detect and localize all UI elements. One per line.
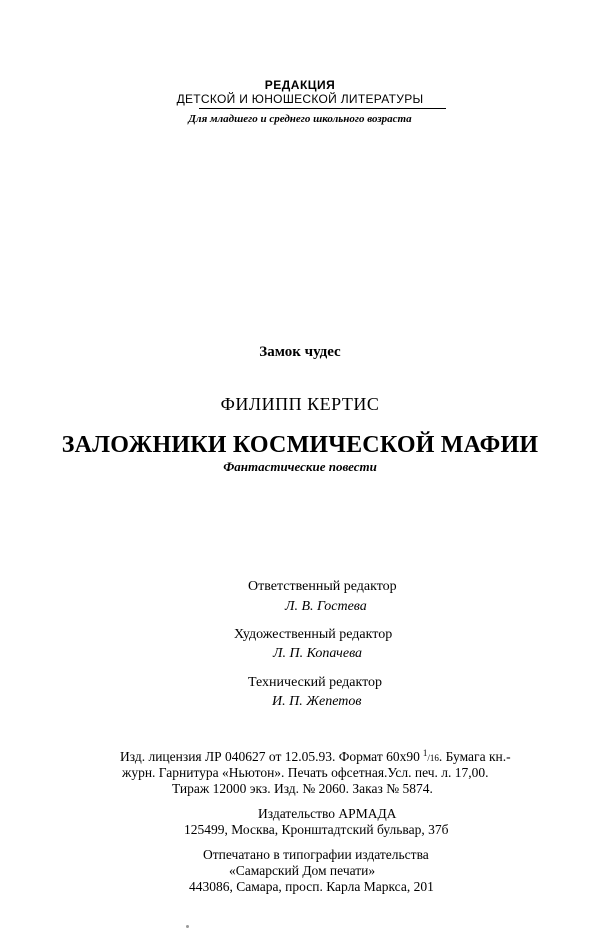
format-fraction-denominator: /16 — [427, 753, 439, 763]
editor-name: И. П. Жепетов — [272, 694, 362, 709]
editor-role: Ответственный редактор — [248, 579, 397, 594]
scan-speck — [186, 925, 189, 928]
genre-subtitle: Фантастические повести — [223, 459, 377, 474]
printer-address: 443086, Самара, просп. Карла Маркса, 201 — [189, 879, 434, 894]
publisher-name: Издательство АРМАДА — [258, 806, 397, 821]
editorial-department: ДЕТСКОЙ И ЮНОШЕСКОЙ ЛИТЕРАТУРЫ — [176, 92, 424, 106]
author-name: ФИЛИПП КЕРТИС — [220, 394, 380, 414]
imprint-text: . Бумага кн.- — [438, 749, 511, 764]
imprint-text: Изд. лицензия ЛР 040627 от 12.05.93. Формат 60х90 — [120, 749, 420, 764]
imprint-line — [120, 749, 511, 765]
printer-name: «Самарский Дом печати» — [229, 863, 376, 878]
publisher-address: 125499, Москва, Кронштадтский бульвар, 37б — [184, 822, 449, 837]
imprint-line: Тираж 12000 экз. Изд. № 2060. Заказ № 5874. — [172, 781, 433, 796]
header-rule — [199, 108, 446, 109]
printer-line: Отпечатано в типографии издательства — [203, 847, 429, 862]
editor-name: Л. П. Копачева — [273, 646, 363, 661]
format-fraction-numerator: 1 — [422, 748, 428, 758]
book-title: ЗАЛОЖНИКИ КОСМИЧЕСКОЙ МАФИИ — [61, 432, 539, 458]
editor-name: Л. В. Гостева — [285, 599, 367, 614]
age-note: Для младшего и среднего школьного возраста — [188, 113, 412, 125]
editor-role: Художественный редактор — [234, 627, 393, 642]
series-title: Замок чудес — [259, 344, 341, 360]
imprint-line: журн. Гарнитура «Ньютон». Печать офсетная.Усл. печ. л. 17,00. — [122, 765, 489, 780]
editor-role: Технический редактор — [248, 675, 383, 690]
editorial-office-title: РЕДАКЦИЯ — [264, 78, 336, 92]
